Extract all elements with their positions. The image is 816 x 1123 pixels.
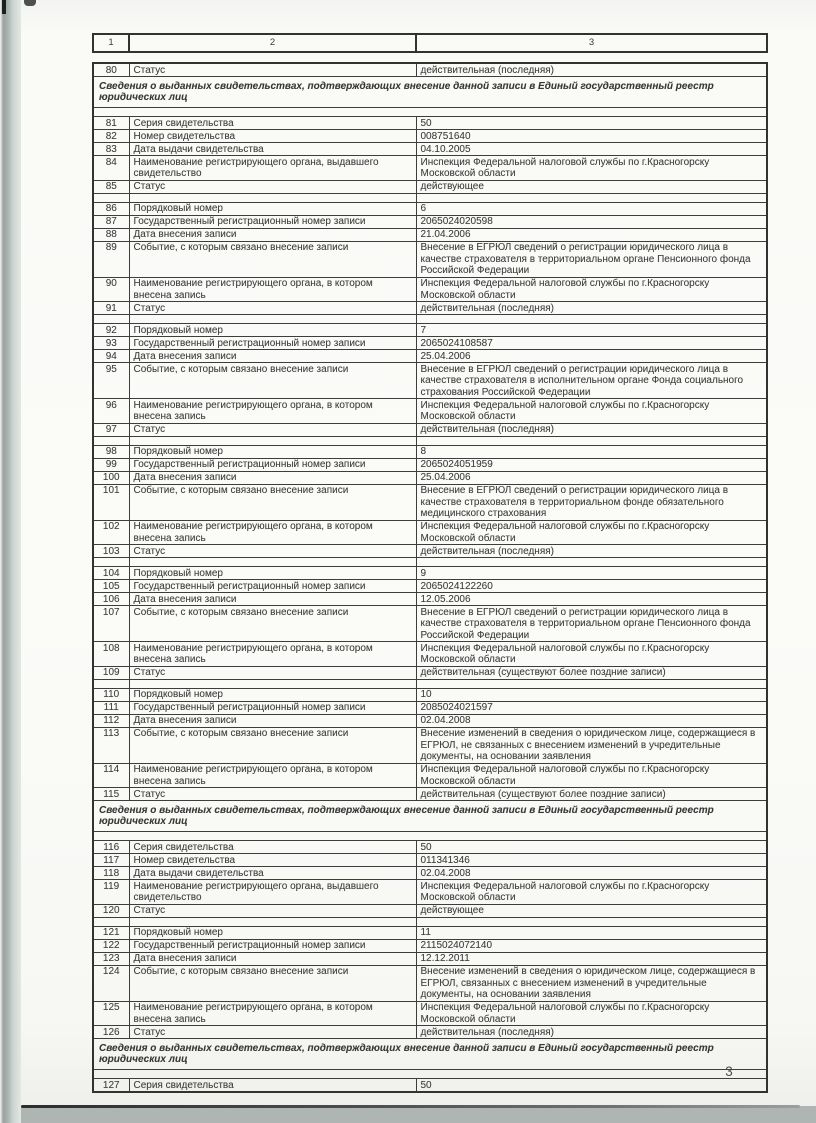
- spacer-cell: [416, 558, 767, 567]
- field-label: Дата внесения записи: [129, 714, 416, 727]
- field-value: Инспекция Федеральной налоговой службы по г.Красногорску Московской области: [416, 763, 767, 788]
- row-number: 101: [93, 484, 129, 520]
- spacer-row: [93, 193, 767, 202]
- row-number: 98: [93, 445, 129, 458]
- table-row: [93, 763, 767, 788]
- spacer-row: [93, 679, 767, 688]
- field-label: Серия свидетельства: [129, 117, 416, 130]
- row-number: 82: [93, 130, 129, 143]
- field-value: 25.04.2006: [416, 350, 767, 363]
- table-row: [93, 143, 767, 156]
- field-label: Государственный регистрационный номер записи: [129, 337, 416, 350]
- table-row: [93, 471, 767, 484]
- scan-edge-mark: [2, 0, 6, 14]
- field-label: Дата внесения записи: [129, 952, 416, 965]
- row-number: 124: [93, 965, 129, 1001]
- spacer-cell: [129, 679, 416, 688]
- field-value: действительная (последняя): [416, 302, 767, 315]
- spacer-cell: [129, 917, 416, 926]
- spacer-cell: [93, 558, 129, 567]
- table-row: [93, 1079, 767, 1093]
- scan-top-smudge: [24, 0, 36, 6]
- field-label: Номер свидетельства: [129, 130, 416, 143]
- spacer-cell: [93, 193, 129, 202]
- field-value: Внесение в ЕГРЮЛ сведений о регистрации юридического лица в качестве страхователя в исполнительном органе Фонда социального страхования Российской Федерации: [416, 363, 767, 399]
- table-row: [93, 302, 767, 315]
- registry-table-body: [93, 63, 767, 1092]
- field-value: действительная (существуют более поздние записи): [416, 788, 767, 801]
- field-value: действительная (последняя): [416, 1026, 767, 1039]
- table-row: [93, 117, 767, 130]
- spacer-cell: [416, 679, 767, 688]
- field-label: Статус: [129, 180, 416, 193]
- table-row: [93, 445, 767, 458]
- column-index-2: 2: [129, 34, 416, 52]
- field-label: Дата выдачи свидетельства: [129, 867, 416, 880]
- field-label: Наименование регистрирующего органа, выдавшего свидетельство: [129, 880, 416, 905]
- field-value: 9: [416, 567, 767, 580]
- field-value: 50: [416, 1079, 767, 1093]
- field-value: действительная (последняя): [416, 423, 767, 436]
- field-value: 50: [416, 117, 767, 130]
- row-number: 115: [93, 788, 129, 801]
- table-row: [93, 788, 767, 801]
- spacer-row: [93, 1070, 767, 1079]
- field-value: действующее: [416, 180, 767, 193]
- row-number: 91: [93, 302, 129, 315]
- field-label: Статус: [129, 788, 416, 801]
- spacer-cell: [93, 1070, 767, 1079]
- field-value: 2115024072140: [416, 939, 767, 952]
- table-row: [93, 423, 767, 436]
- field-value: действительная (последняя): [416, 63, 767, 77]
- table-row: [93, 952, 767, 965]
- row-number: 114: [93, 763, 129, 788]
- field-label: Порядковый номер: [129, 324, 416, 337]
- field-label: Событие, с которым связано внесение записи: [129, 241, 416, 277]
- field-label: Наименование регистрирующего органа, выдавшего свидетельство: [129, 156, 416, 181]
- table-row: [93, 350, 767, 363]
- section-header-text: Сведения о выданных свидетельствах, подтверждающих внесение данной записи в Единый государственный реестр юридических лиц: [93, 801, 767, 832]
- field-label: Порядковый номер: [129, 202, 416, 215]
- field-value: 25.04.2006: [416, 471, 767, 484]
- table-row: [93, 904, 767, 917]
- field-label: Государственный регистрационный номер записи: [129, 939, 416, 952]
- field-value: 04.10.2005: [416, 143, 767, 156]
- field-value: действительная (существуют более поздние записи): [416, 666, 767, 679]
- field-label: Статус: [129, 302, 416, 315]
- row-number: 92: [93, 324, 129, 337]
- row-number: 120: [93, 904, 129, 917]
- row-number: 85: [93, 180, 129, 193]
- row-number: 107: [93, 606, 129, 642]
- table-row: [93, 727, 767, 763]
- spacer-cell: [416, 315, 767, 324]
- field-value: 2085024021597: [416, 701, 767, 714]
- table-row: [93, 580, 767, 593]
- table-row: [93, 841, 767, 854]
- spacer-row: [93, 108, 767, 117]
- row-number: 126: [93, 1026, 129, 1039]
- field-value: 2065024020598: [416, 215, 767, 228]
- row-number: 80: [93, 63, 129, 77]
- scan-left-edge: [0, 0, 21, 1123]
- table-row: [93, 1001, 767, 1026]
- table-row: [93, 880, 767, 905]
- field-value: Внесение в ЕГРЮЛ сведений о регистрации юридического лица в качестве страхователя в территориальном органе Пенсионного фонда Российской Федерации: [416, 606, 767, 642]
- row-number: 105: [93, 580, 129, 593]
- field-label: Событие, с которым связано внесение записи: [129, 363, 416, 399]
- row-number: 97: [93, 423, 129, 436]
- row-number: 110: [93, 688, 129, 701]
- spacer-row: [93, 315, 767, 324]
- row-number: 123: [93, 952, 129, 965]
- row-number: 121: [93, 926, 129, 939]
- spacer-cell: [93, 436, 129, 445]
- field-label: Серия свидетельства: [129, 1079, 416, 1093]
- row-number: 93: [93, 337, 129, 350]
- field-value: Внесение в ЕГРЮЛ сведений о регистрации юридического лица в качестве страхователя в территориальном органе Пенсионного фонда Российской Федерации: [416, 241, 767, 277]
- table-row: [93, 545, 767, 558]
- table-row: [93, 701, 767, 714]
- spacer-cell: [416, 436, 767, 445]
- table-row: [93, 926, 767, 939]
- spacer-row: [93, 436, 767, 445]
- field-label: Номер свидетельства: [129, 854, 416, 867]
- field-value: 12.12.2011: [416, 952, 767, 965]
- field-value: Инспекция Федеральной налоговой службы по г.Красногорску Московской области: [416, 277, 767, 302]
- row-number: 100: [93, 471, 129, 484]
- spacer-row: [93, 917, 767, 926]
- table-row: [93, 965, 767, 1001]
- field-value: 2065024122260: [416, 580, 767, 593]
- field-label: Порядковый номер: [129, 688, 416, 701]
- field-label: Дата выдачи свидетельства: [129, 143, 416, 156]
- field-value: действующее: [416, 904, 767, 917]
- field-value: Инспекция Федеральной налоговой службы по г.Красногорску Московской области: [416, 880, 767, 905]
- field-value: 50: [416, 841, 767, 854]
- field-label: Дата внесения записи: [129, 471, 416, 484]
- field-value: Внесение в ЕГРЮЛ сведений о регистрации юридического лица в качестве страхователя в территориальном фонде обязательного медицинского страхования: [416, 484, 767, 520]
- field-label: Статус: [129, 63, 416, 77]
- row-number: 104: [93, 567, 129, 580]
- table-row: [93, 854, 767, 867]
- field-value: 6: [416, 202, 767, 215]
- row-number: 108: [93, 642, 129, 667]
- paper-bottom-shadow: [21, 1105, 800, 1108]
- row-number: 118: [93, 867, 129, 880]
- row-number: 102: [93, 520, 129, 545]
- field-label: Наименование регистрирующего органа, в котором внесена запись: [129, 1001, 416, 1026]
- row-number: 90: [93, 277, 129, 302]
- table-row: [93, 593, 767, 606]
- table-row: [93, 215, 767, 228]
- spacer-cell: [416, 193, 767, 202]
- field-label: Государственный регистрационный номер записи: [129, 701, 416, 714]
- table-row: [93, 130, 767, 143]
- field-value: действительная (последняя): [416, 545, 767, 558]
- row-number: 112: [93, 714, 129, 727]
- row-number: 111: [93, 701, 129, 714]
- row-number: 122: [93, 939, 129, 952]
- section-header-row: [93, 77, 767, 108]
- field-label: Дата внесения записи: [129, 350, 416, 363]
- spacer-cell: [129, 315, 416, 324]
- row-number: 95: [93, 363, 129, 399]
- spacer-row: [93, 558, 767, 567]
- row-number: 103: [93, 545, 129, 558]
- field-label: Дата внесения записи: [129, 593, 416, 606]
- spacer-cell: [93, 315, 129, 324]
- field-value: 21.04.2006: [416, 228, 767, 241]
- field-label: Наименование регистрирующего органа, в котором внесена запись: [129, 642, 416, 667]
- column-index-row: [93, 34, 767, 52]
- table-row: [93, 228, 767, 241]
- table-row: [93, 324, 767, 337]
- spacer-row: [93, 832, 767, 841]
- field-value: Внесение изменений в сведения о юридическом лице, содержащиеся в ЕГРЮЛ, связанных с внесением изменений в учредительные документы, на основании заявления: [416, 965, 767, 1001]
- registry-records-table: [92, 62, 768, 1093]
- table-row: [93, 714, 767, 727]
- field-label: Государственный регистрационный номер записи: [129, 580, 416, 593]
- field-label: Государственный регистрационный номер записи: [129, 458, 416, 471]
- field-value: 008751640: [416, 130, 767, 143]
- field-value: 02.04.2008: [416, 867, 767, 880]
- field-value: 10: [416, 688, 767, 701]
- field-value: Инспекция Федеральной налоговой службы по г.Красногорску Московской области: [416, 399, 767, 424]
- field-label: Порядковый номер: [129, 445, 416, 458]
- page-number: 3: [725, 1064, 733, 1079]
- table-row: [93, 337, 767, 350]
- field-label: Наименование регистрирующего органа, в котором внесена запись: [129, 763, 416, 788]
- spacer-cell: [129, 558, 416, 567]
- field-value: Инспекция Федеральной налоговой службы по г.Красногорску Московской области: [416, 156, 767, 181]
- field-value: 8: [416, 445, 767, 458]
- section-header-row: [93, 1039, 767, 1070]
- field-label: Статус: [129, 1026, 416, 1039]
- spacer-cell: [93, 679, 129, 688]
- row-number: 89: [93, 241, 129, 277]
- field-label: Событие, с которым связано внесение записи: [129, 727, 416, 763]
- spacer-cell: [129, 436, 416, 445]
- row-number: 86: [93, 202, 129, 215]
- spacer-cell: [93, 108, 767, 117]
- table-row: [93, 642, 767, 667]
- field-label: Событие, с которым связано внесение записи: [129, 484, 416, 520]
- field-label: Событие, с которым связано внесение записи: [129, 965, 416, 1001]
- field-value: 7: [416, 324, 767, 337]
- field-label: Наименование регистрирующего органа, в котором внесена запись: [129, 277, 416, 302]
- field-value: Внесение изменений в сведения о юридическом лице, содержащиеся в ЕГРЮЛ, не связанных с внесением изменений в учредительные документы, на основании заявления: [416, 727, 767, 763]
- row-number: 87: [93, 215, 129, 228]
- table-row: [93, 1026, 767, 1039]
- field-label: Порядковый номер: [129, 926, 416, 939]
- row-number: 127: [93, 1079, 129, 1093]
- table-row: [93, 567, 767, 580]
- table-row: [93, 156, 767, 181]
- field-value: 2065024108587: [416, 337, 767, 350]
- table-row: [93, 63, 767, 77]
- field-value: 02.04.2008: [416, 714, 767, 727]
- table-row: [93, 688, 767, 701]
- section-header-text: Сведения о выданных свидетельствах, подтверждающих внесение данной записи в Единый государственный реестр юридических лиц: [93, 77, 767, 108]
- row-number: 83: [93, 143, 129, 156]
- field-label: Наименование регистрирующего органа, в котором внесена запись: [129, 520, 416, 545]
- table-row: [93, 520, 767, 545]
- row-number: 109: [93, 666, 129, 679]
- row-number: 88: [93, 228, 129, 241]
- table-row: [93, 399, 767, 424]
- spacer-cell: [129, 193, 416, 202]
- table-row: [93, 458, 767, 471]
- field-label: Дата внесения записи: [129, 228, 416, 241]
- table-row: [93, 241, 767, 277]
- row-number: 99: [93, 458, 129, 471]
- row-number: 84: [93, 156, 129, 181]
- row-number: 106: [93, 593, 129, 606]
- spacer-cell: [93, 832, 767, 841]
- row-number: 117: [93, 854, 129, 867]
- field-label: Государственный регистрационный номер записи: [129, 215, 416, 228]
- field-label: Серия свидетельства: [129, 841, 416, 854]
- field-value: 011341346: [416, 854, 767, 867]
- table-row: [93, 277, 767, 302]
- table-row: [93, 606, 767, 642]
- field-value: Инспекция Федеральной налоговой службы по г.Красногорску Московской области: [416, 1001, 767, 1026]
- table-row: [93, 666, 767, 679]
- column-index-1: 1: [93, 34, 129, 52]
- table-row: [93, 867, 767, 880]
- table-row: [93, 363, 767, 399]
- table-row: [93, 180, 767, 193]
- field-label: Событие, с которым связано внесение записи: [129, 606, 416, 642]
- table-row: [93, 939, 767, 952]
- section-header-row: [93, 801, 767, 832]
- field-value: 11: [416, 926, 767, 939]
- field-value: Инспекция Федеральной налоговой службы по г.Красногорску Московской области: [416, 642, 767, 667]
- field-value: Инспекция Федеральной налоговой службы по г.Красногорску Московской области: [416, 520, 767, 545]
- field-label: Наименование регистрирующего органа, в котором внесена запись: [129, 399, 416, 424]
- row-number: 94: [93, 350, 129, 363]
- row-number: 125: [93, 1001, 129, 1026]
- column-index-table: [92, 33, 768, 53]
- field-label: Статус: [129, 904, 416, 917]
- field-label: Порядковый номер: [129, 567, 416, 580]
- field-label: Статус: [129, 545, 416, 558]
- field-label: Статус: [129, 666, 416, 679]
- section-header-text: Сведения о выданных свидетельствах, подтверждающих внесение данной записи в Единый государственный реестр юридических лиц: [93, 1039, 767, 1070]
- row-number: 96: [93, 399, 129, 424]
- spacer-cell: [416, 917, 767, 926]
- document-content: [92, 33, 768, 1093]
- spacer-cell: [93, 917, 129, 926]
- table-row: [93, 202, 767, 215]
- field-value: 2065024051959: [416, 458, 767, 471]
- field-value: 12.05.2006: [416, 593, 767, 606]
- column-index-3: 3: [416, 34, 767, 52]
- row-number: 81: [93, 117, 129, 130]
- table-row: [93, 484, 767, 520]
- row-number: 116: [93, 841, 129, 854]
- row-number: 113: [93, 727, 129, 763]
- field-label: Статус: [129, 423, 416, 436]
- row-number: 119: [93, 880, 129, 905]
